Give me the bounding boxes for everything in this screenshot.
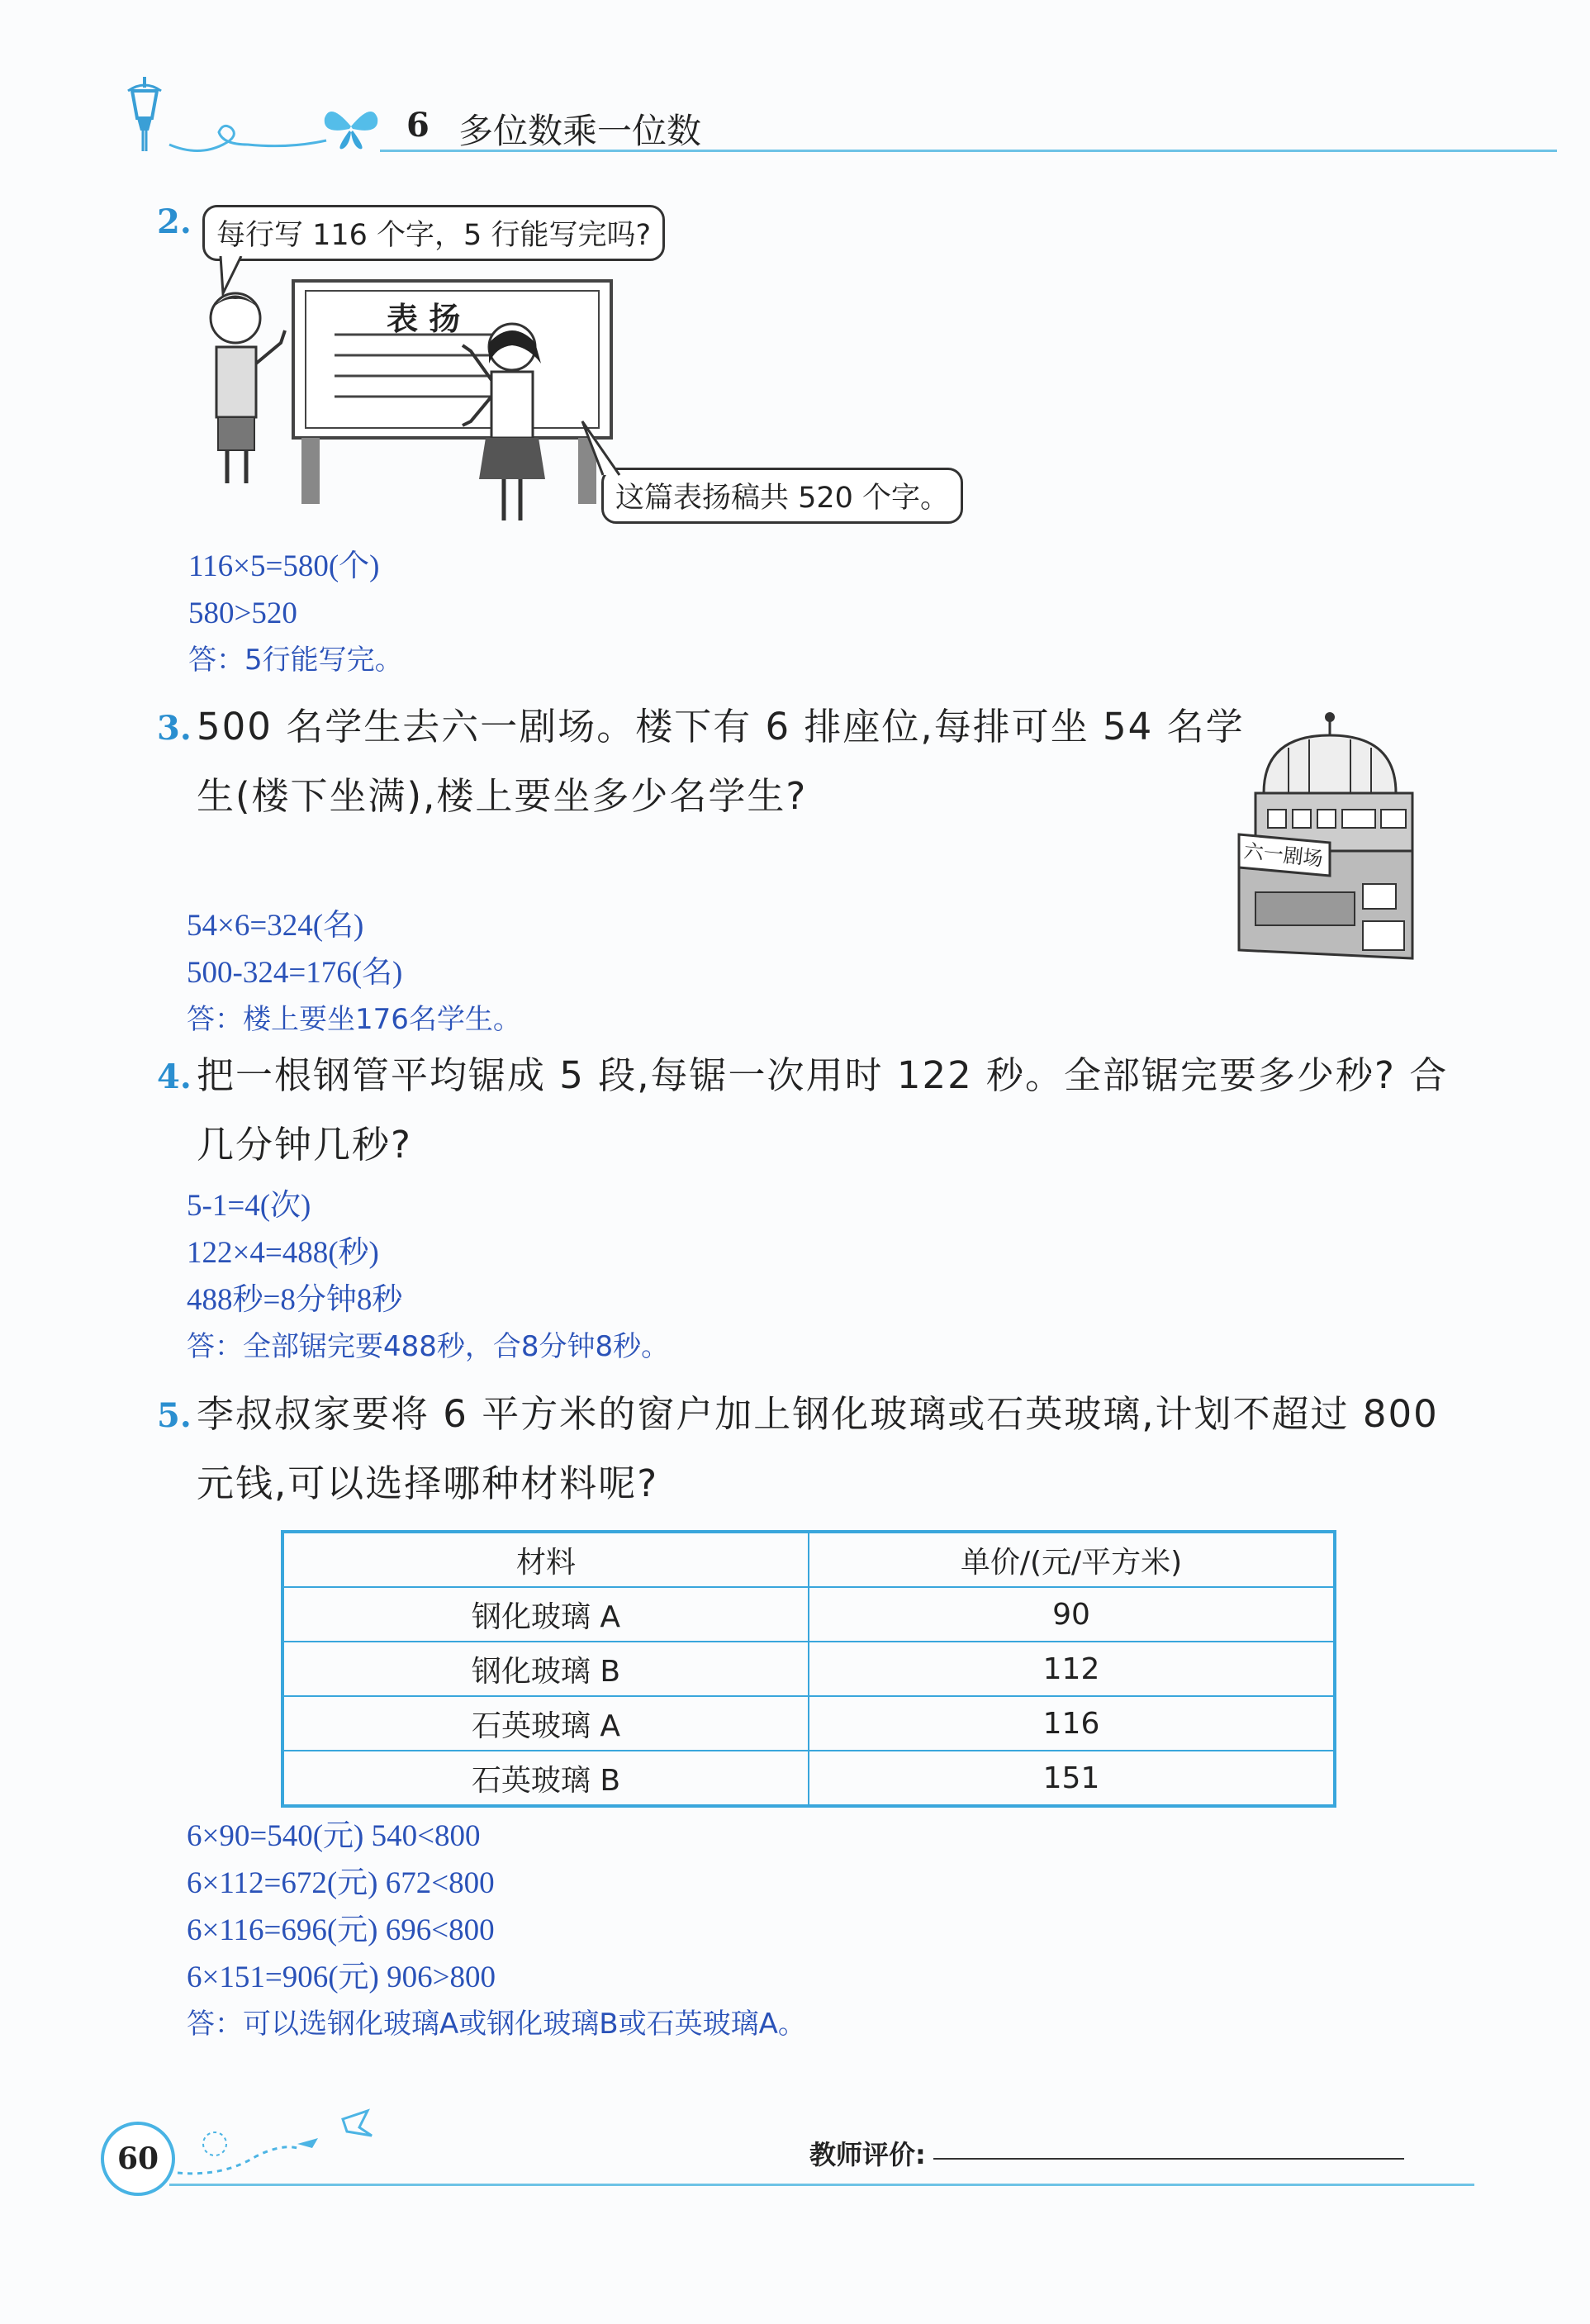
question-text <box>197 1380 1439 1518</box>
question-line: 生(楼下坐满),楼上要坐多少名学生? <box>197 774 808 818</box>
board-title: 表 扬 <box>387 301 461 337</box>
answer-line: 6×116=696(元) 696<800 <box>187 1913 495 1947</box>
building-sign: 六一剧场 <box>1242 839 1324 871</box>
table-cell: 151 <box>809 1751 1335 1806</box>
swirl-decoration <box>165 99 330 157</box>
answer-line: 6×151=906(元) 906>800 <box>187 1960 496 1994</box>
answer-line: 答：可以选钢化玻璃A或钢化玻璃B或石英玻璃A。 <box>187 2008 806 2041</box>
table-cell: 钢化玻璃 A <box>282 1587 809 1642</box>
question-number: 5. <box>157 1396 192 1435</box>
chapter-title: 多位数乘一位数 <box>458 111 702 151</box>
answer-block-q2 <box>188 543 403 684</box>
answer-line: 116×5=580(个) <box>188 549 380 583</box>
materials-price-table <box>281 1530 1336 1808</box>
teacher-evaluation-label: 教师评价: <box>809 2139 926 2170</box>
bird-decoration <box>173 2098 388 2189</box>
answer-line: 500-324=176(名) <box>187 956 403 990</box>
answer-line: 答：全部锯完要488秒，合8分钟8秒。 <box>187 1330 670 1363</box>
table-header-row <box>282 1532 1335 1587</box>
table-row <box>282 1587 1335 1642</box>
table-cell: 石英玻璃 A <box>282 1696 809 1751</box>
table-header-cell: 材料 <box>282 1532 809 1587</box>
question-line: 把一根钢管平均锯成 5 段,每锯一次用时 122 秒。全部锯完要多少秒? 合 <box>197 1053 1449 1097</box>
butterfly-icon <box>318 97 384 155</box>
table-row <box>282 1696 1335 1751</box>
answer-line: 答：楼上要坐176名学生。 <box>187 1003 521 1036</box>
answer-block-q4 <box>187 1182 669 1371</box>
question-text <box>197 1041 1448 1180</box>
answer-line: 6×90=540(元) 540<800 <box>187 1819 481 1853</box>
table-cell: 116 <box>809 1696 1335 1751</box>
answer-line: 5-1=4(次) <box>187 1189 311 1223</box>
table-cell: 钢化玻璃 B <box>282 1642 809 1696</box>
bubble-tail <box>578 417 628 483</box>
page-number: 60 <box>101 2122 175 2196</box>
table-row <box>282 1751 1335 1806</box>
answer-line: 580>520 <box>188 596 297 630</box>
answer-line: 54×6=324(名) <box>187 909 364 943</box>
speech-bubble-boy: 每行写 116 个字，5 行能写完吗? <box>202 205 665 261</box>
speech-bubble-girl: 这篇表扬稿共 520 个字。 <box>601 468 963 524</box>
answer-line: 488秒=8分钟8秒 <box>187 1283 403 1317</box>
question-line: 元钱,可以选择哪种材料呢? <box>197 1461 659 1505</box>
answer-block-q5 <box>187 1813 806 2048</box>
question-text <box>197 692 1245 831</box>
question-number: 2. <box>157 202 192 241</box>
table-row <box>282 1642 1335 1696</box>
answer-block-q3 <box>187 902 521 1043</box>
table-cell: 90 <box>809 1587 1335 1642</box>
answer-line: 答：5行能写完。 <box>188 644 403 677</box>
table-cell: 石英玻璃 B <box>282 1751 809 1806</box>
table-cell: 112 <box>809 1642 1335 1696</box>
answer-line: 6×112=672(元) 672<800 <box>187 1866 495 1900</box>
chapter-number: 6 <box>406 106 430 145</box>
table-header-cell: 单价/(元/平方米) <box>809 1532 1335 1587</box>
question-line: 几分钟几秒? <box>197 1123 412 1167</box>
footer-rule <box>169 2184 1474 2186</box>
question-line: 500 名学生去六一剧场。楼下有 6 排座位,每排可坐 54 名学 <box>197 705 1245 749</box>
answer-line: 122×4=488(秒) <box>187 1236 379 1270</box>
teacher-evaluation-line <box>933 2158 1404 2160</box>
question-number: 3. <box>157 709 192 748</box>
question-number: 4. <box>157 1057 192 1096</box>
question-line: 李叔叔家要将 6 平方米的窗户加上钢化玻璃或石英玻璃,计划不超过 800 <box>197 1392 1439 1436</box>
